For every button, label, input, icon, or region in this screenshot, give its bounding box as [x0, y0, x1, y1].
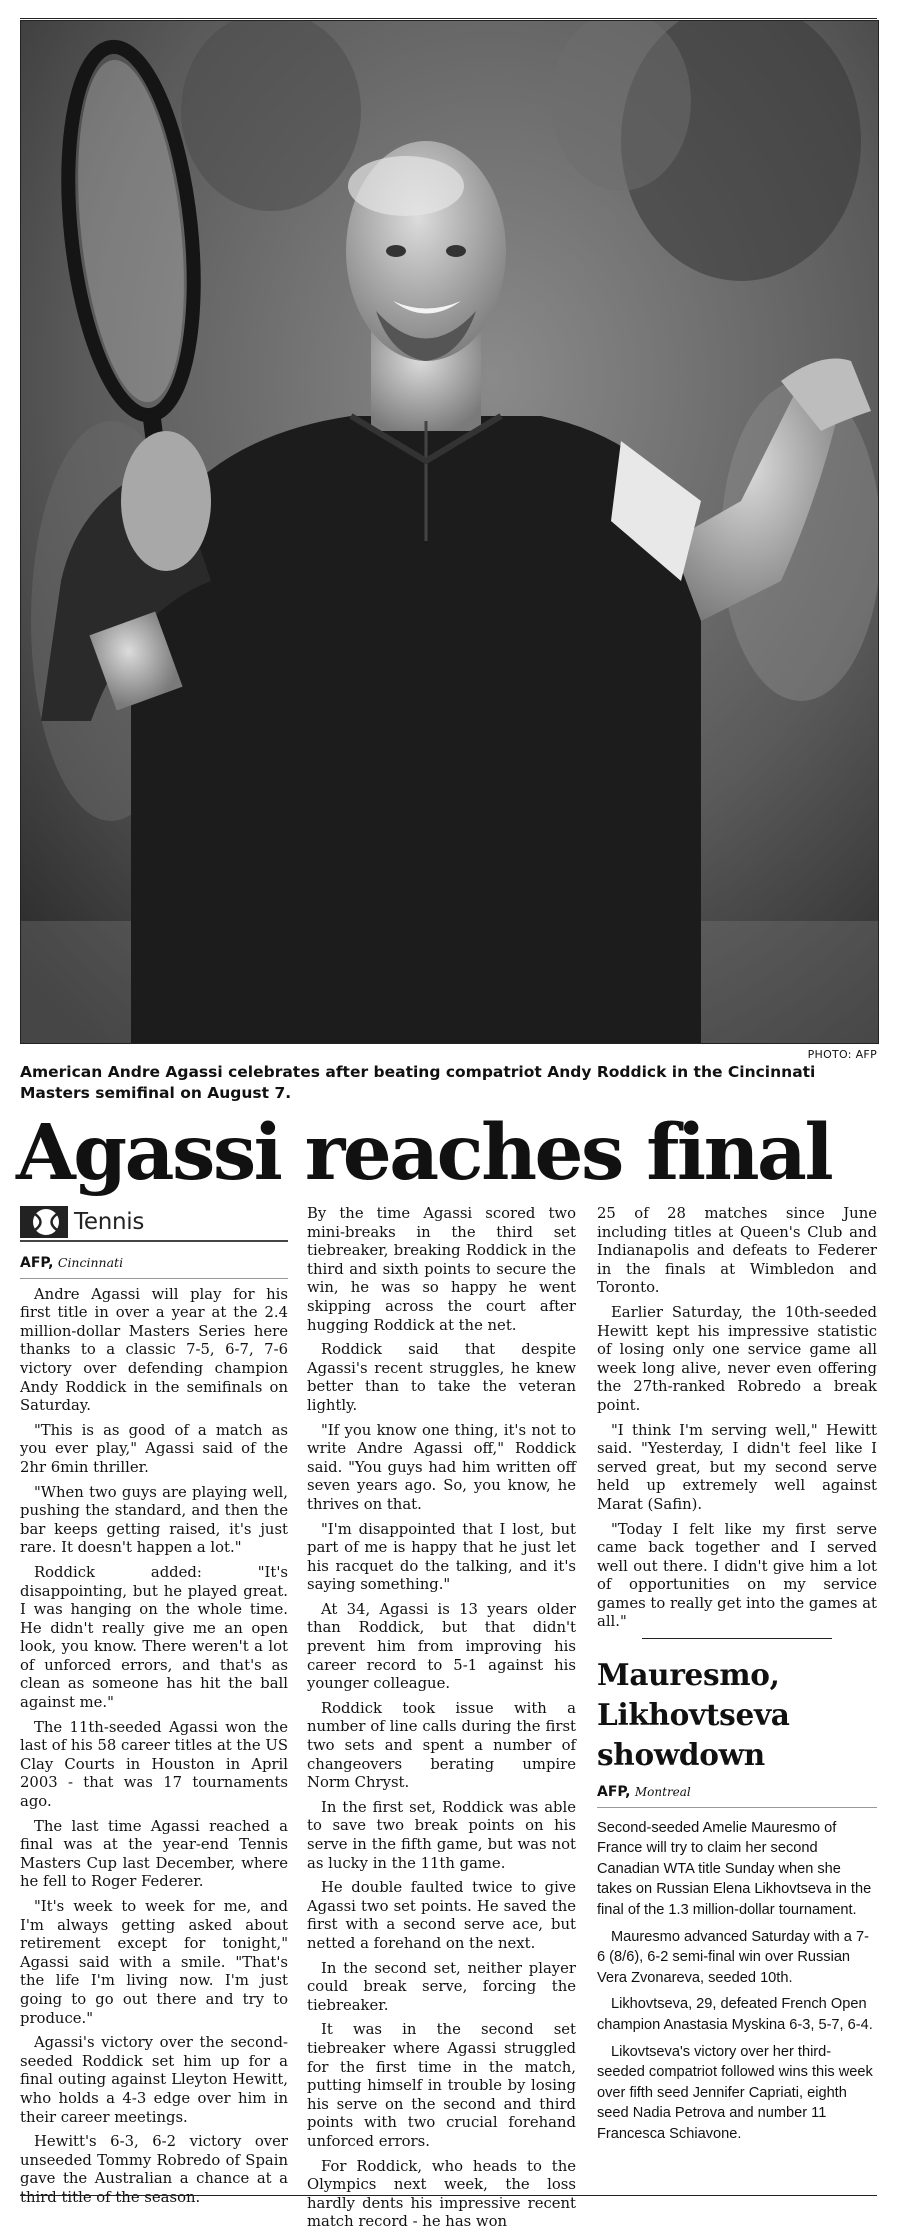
dateline-source: AFP, — [20, 1255, 54, 1271]
article-paragraph: He double faulted twice to give Agassi two set points. He saved the first with a second serve ace, but netted a forehand on the next. — [307, 1879, 576, 1952]
agassi-photo — [20, 20, 879, 1044]
sidebar-paragraph: Likhovtseva, 29, defeated French Open champion Anastasia Myskina 6-3, 5-7, 6-4. — [597, 1996, 873, 2033]
section-tag — [20, 1204, 288, 1242]
article-paragraph: The 11th-seeded Agassi won the last of his 58 career titles at the US Clay Courts in Houston in April 2003 - that was 17 tournaments ago. — [20, 1718, 288, 1811]
article-paragraph: In the first set, Roddick was able to save two break points on his serve in the fifth game, but was not as lucky in the 11th game. — [307, 1798, 576, 1872]
article-paragraph: "This is as good of a match as you ever play," Agassi said of the 2hr 6min thriller. — [20, 1421, 288, 1476]
article-paragraph: "If you know one thing, it's not to write Andre Agassi off," Roddick said. "You guys had him written off seven years ago. So, you know, he thrives on that. — [307, 1421, 576, 1513]
photo-credit: PHOTO: AFP — [807, 1048, 877, 1061]
article-paragraph: At 34, Agassi is 13 years older than Roddick, but that didn't prevent him from improving his career record to 5-1 against his younger colleague. — [307, 1600, 576, 1693]
article-paragraph: "I think I'm serving well," Hewitt said. "Yesterday, I didn't feel like I served great, but my second serve held up extremely well against Marat (Safin). — [597, 1421, 877, 1513]
article-paragraph: Andre Agassi will play for his first title in over a year at the 2.4 million-dollar Masters Series here thanks to a classic 7-5, 6-7, 7-6 victory over defending champion Andy Roddick in the semifinals on Saturday. — [20, 1285, 288, 1415]
article-column-3 — [597, 1205, 877, 2151]
sidebar-dateline — [597, 1783, 877, 1808]
article-paragraph: For Roddick, who heads to the Olympics next week, the loss hardly dents his impressive recent match record - he has won — [307, 2157, 576, 2231]
article-paragraph: Hewitt's 6-3, 6-2 victory over unseeded Tommy Robredo of Spain gave the Australian a chance at a third title of the season. — [20, 2133, 288, 2206]
sidebar-paragraph: Likovtseva's victory over her third-seeded compatriot followed wins this week over fifth seed Jennifer Capriati, eighth seed Nadia Petrova and number 11 Francesca Schiavone. — [597, 2043, 873, 2142]
sidebar-body — [597, 1818, 877, 2145]
article-paragraph: Roddick added: "It's disappointing, but he played great. I was hanging on the whole time. He didn't really give me an open look, you know. There weren't a lot of unforced errors, and that's as clean as someone has hit the ball against me." — [20, 1563, 288, 1712]
sidebar-paragraph: Mauresmo advanced Saturday with a 7-6 (8/6), 6-2 semi-final win over Russian Vera Zvonareva, seeded 10th. — [597, 1928, 869, 1986]
column-divider — [642, 1638, 832, 1639]
article-paragraph: "When two guys are playing well, pushing the standard, and then the bar keeps getting raised, it's just rare. It doesn't happen a lot." — [20, 1483, 288, 1557]
tennis-ball-icon — [20, 1206, 68, 1238]
article-paragraph: In the second set, neither player could break serve, forcing the tiebreaker. — [307, 1959, 576, 2014]
headline: Agassi reaches final — [16, 1108, 832, 1198]
article-column-2 — [307, 1205, 576, 2238]
sidebar-paragraph: Second-seeded Amelie Mauresmo of France will try to claim her second Canadian WTA title Sunday when she takes on Russian Elena Likhovtseva in the final of the 1.3 million-dollar tournament. — [597, 1819, 872, 1919]
article-paragraph: "I'm disappointed that I lost, but part of me is happy that he just let his racquet do the talking, and it's saying something." — [307, 1520, 576, 1594]
article-paragraph: Earlier Saturday, the 10th-seeded Hewitt kept his impressive statistic of losing only one service game all week long alive, never even offering the 27th-ranked Robredo a break point. — [597, 1303, 877, 1414]
article-paragraph: Agassi's victory over the second-seeded Roddick set him up for a final outing against Lleyton Hewitt, who holds a 4-3 edge over him in their career meetings. — [20, 2034, 288, 2126]
article-paragraph: It was in the second set tiebreaker where Agassi struggled for the first time in the match, putting himself in trouble by losing his serve on the second and third points with two crucial forehand unforced errors. — [307, 2021, 576, 2150]
top-rule — [20, 18, 877, 19]
article-paragraph: Roddick said that despite Agassi's recent struggles, he knew better than to take the veteran lightly. — [307, 1341, 576, 1414]
photo-caption: American Andre Agassi celebrates after beating compatriot Andy Roddick in the Cincinnati Masters semifinal on August 7. — [20, 1063, 816, 1102]
section-label: Tennis — [74, 1208, 145, 1235]
sidebar-headline: Mauresmo, Likhovtseva showdown — [597, 1657, 790, 1773]
article-paragraph: "Today I felt like my first serve came back together and I served well out there. I didn't give him a lot of opportunities on my service games to really get into the games at all." — [597, 1520, 877, 1631]
article-column-1 — [20, 1205, 288, 2214]
article-paragraph: By the time Agassi scored two mini-breaks in the third set tiebreaker, breaking Roddick in the third and sixth points to secure the win, he was so happy he went skipping across the court after hugging Roddick at the net. — [307, 1205, 576, 1334]
article-paragraph: The last time Agassi reached a final was at the year-end Tennis Masters Cup last December, where he fell to Roger Federer. — [20, 1817, 288, 1891]
sidebar-dateline-place: Montreal — [634, 1785, 691, 1800]
sidebar-dateline-source: AFP, — [597, 1784, 631, 1801]
article-paragraph: "It's week to week for me, and I'm always getting asked about retirement except for tonight," Agassi said with a smile. "That's the life I'm living now. I'm just going to go out there and try to produce." — [20, 1898, 288, 2027]
article-paragraph: 25 of 28 matches since June including titles at Queen's Club and Indianapolis and defeats to Federer in the finals at Wimbledon and Toronto. — [597, 1205, 877, 1297]
dateline-place: Cincinnati — [57, 1255, 124, 1270]
dateline — [20, 1254, 288, 1279]
article-paragraph: Roddick took issue with a number of line calls during the first two sets and spent a number of changeovers berating umpire Norm Chryst. — [307, 1699, 576, 1792]
bottom-rule — [20, 2195, 877, 2196]
